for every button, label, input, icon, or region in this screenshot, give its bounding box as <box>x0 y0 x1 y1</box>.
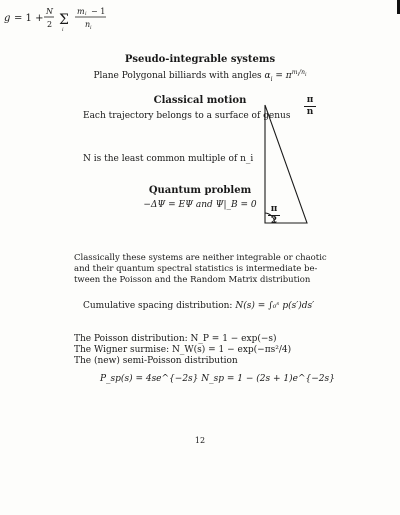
cumulative-distribution-line <box>83 302 314 311</box>
paragraph-line: and their quantum spectral statistics is intermediate be- <box>74 264 318 274</box>
heading-quantum-problem: Quantum problem <box>148 185 252 196</box>
trajectory-genus-text: Each trajectory belongs to a surface of genus <box>83 111 291 121</box>
angle-bottom-numerator: π <box>270 204 278 214</box>
distributions-list <box>74 334 291 367</box>
svg-text:g: g <box>4 13 11 24</box>
svg-text:− 1: − 1 <box>91 7 106 16</box>
svg-text:2: 2 <box>47 20 53 29</box>
semi-poisson-formulas: P_sp(s) = 4se^{−2s} N_sp = 1 − (2s + 1)e^{−2s} <box>100 374 335 384</box>
billiards-subtitle <box>0 70 400 83</box>
distribution-line: The Poisson distribution: N_P = 1 − exp(−s) <box>74 334 277 344</box>
genus-formula <box>0 0 160 34</box>
svg-text:n: n <box>85 20 91 29</box>
svg-text:i: i <box>85 11 87 17</box>
svg-text:N: N <box>46 7 53 16</box>
heading-pseudo-integrable: Pseudo-integrable systems <box>124 54 276 65</box>
angle-bottom-denominator: 2 <box>270 216 278 226</box>
svg-text:Σ: Σ <box>59 12 69 28</box>
distribution-line: The (new) semi-Poisson distribution <box>74 356 238 366</box>
paragraph-line: Classically these systems are neither integrable or chaotic <box>74 253 327 263</box>
svg-text:i: i <box>90 25 92 31</box>
angle-label-top <box>304 96 316 117</box>
cumulative-formula: N(s) = ∫₀ˢ p(s′)ds′ <box>235 301 315 311</box>
lcm-text: N is the least common multiple of n_i <box>83 154 254 164</box>
billiards-subtitle-text: Plane Polygonal billiards with angles <box>93 71 262 81</box>
angle-formula: $\alpha_i = \pi^{m_i/n_i}$ <box>264 69 307 83</box>
intro-paragraph <box>74 253 364 286</box>
angle-top-numerator: π <box>306 95 314 105</box>
paragraph-line: tween the Poisson and the Random Matrix distribution <box>74 275 311 285</box>
distribution-line: The Wigner surmise: N_W(s) = 1 − exp(−πs²/4) <box>74 345 292 355</box>
angle-label-bottom <box>268 205 280 226</box>
svg-text:= 1 +: = 1 + <box>14 13 44 24</box>
quantum-equation: −ΔΨ = EΨ and Ψ|_B = 0 <box>143 200 257 210</box>
svg-text:i: i <box>62 27 64 33</box>
angle-top-denominator: n <box>306 107 314 117</box>
heading-classical-motion: Classical motion <box>153 95 247 106</box>
svg-text:m: m <box>77 7 85 16</box>
page-number: 12 <box>194 436 206 445</box>
cumulative-label: Cumulative spacing distribution: <box>83 301 233 311</box>
